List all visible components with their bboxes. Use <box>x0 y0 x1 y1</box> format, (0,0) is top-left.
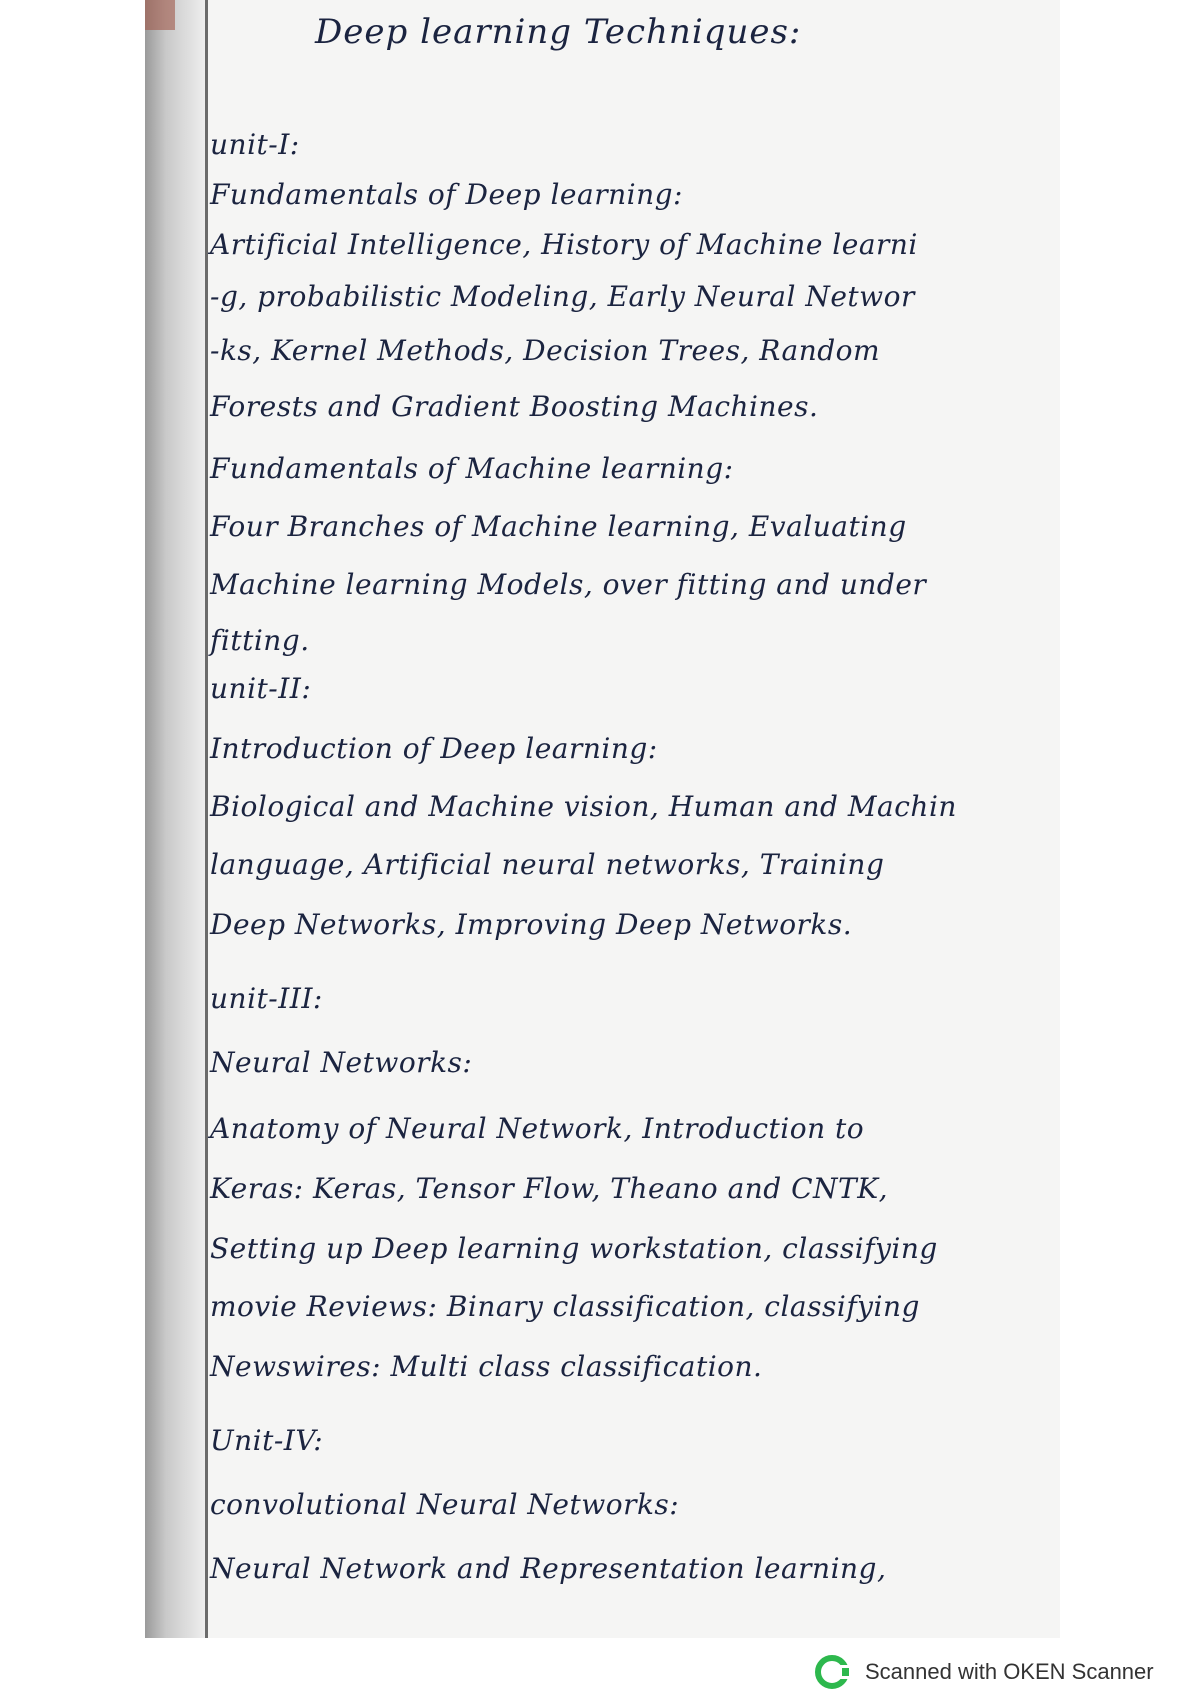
text-line: -g, probabilistic Modeling, Early Neural Networ <box>210 280 915 313</box>
text-line: unit-II: <box>210 672 312 705</box>
text-line: Four Branches of Machine learning, Evaluating <box>210 510 907 543</box>
text-line: unit-III: <box>210 982 323 1015</box>
scanner-watermark <box>815 1652 1154 1692</box>
text-line: Forests and Gradient Boosting Machines. <box>210 390 819 423</box>
text-line: Introduction of Deep learning: <box>210 732 658 765</box>
document-title: Deep learning Techniques: <box>315 12 802 52</box>
text-line: fitting. <box>210 624 310 657</box>
notebook-margin-line <box>205 0 208 1638</box>
text-line: Newswires: Multi class classification. <box>210 1350 763 1383</box>
text-line: Neural Network and Representation learning, <box>210 1552 887 1585</box>
text-line: Setting up Deep learning workstation, classifying <box>210 1232 938 1265</box>
text-line: Neural Networks: <box>210 1046 473 1079</box>
text-line: convolutional Neural Networks: <box>210 1488 680 1521</box>
text-line: Unit-IV: <box>210 1424 324 1457</box>
scanned-page <box>145 0 1060 1638</box>
scanner-label: Scanned with OKEN Scanner <box>865 1659 1154 1684</box>
text-line: Keras: Keras, Tensor Flow, Theano and CNTK, <box>210 1172 889 1205</box>
text-line: Fundamentals of Deep learning: <box>210 178 683 211</box>
text-line: Biological and Machine vision, Human and Machin <box>210 790 957 823</box>
oken-scanner-logo-icon <box>815 1653 853 1691</box>
text-line: language, Artificial neural networks, Training <box>210 848 885 881</box>
page-binding-shadow <box>145 0 205 1638</box>
text-line: Deep Networks, Improving Deep Networks. <box>210 908 853 941</box>
text-line: -ks, Kernel Methods, Decision Trees, Random <box>210 334 881 367</box>
page-corner-mark <box>145 0 175 30</box>
text-line: Artificial Intelligence, History of Machine learni <box>210 228 918 261</box>
text-line: movie Reviews: Binary classification, classifying <box>210 1290 920 1323</box>
text-line: Anatomy of Neural Network, Introduction to <box>210 1112 865 1145</box>
text-line: Machine learning Models, over fitting and under <box>210 568 927 601</box>
text-line: unit-I: <box>210 128 300 161</box>
text-line: Fundamentals of Machine learning: <box>210 452 734 485</box>
